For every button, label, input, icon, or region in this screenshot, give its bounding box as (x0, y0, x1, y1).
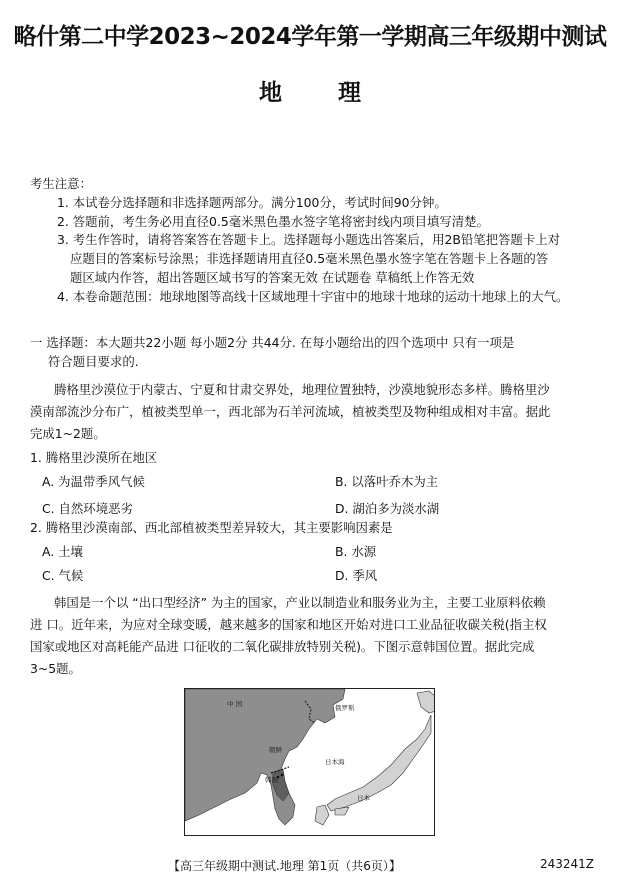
label-china: 中 国 (227, 700, 243, 708)
exam-title: 略什第二中学2023~2024学年第一学期高三年级期中测试 (13, 24, 607, 50)
question-1-option-b: B. 以落叶乔木为主 (335, 474, 439, 489)
footer-code: 243241Z (540, 857, 595, 871)
label-japan: 日本 (357, 794, 370, 802)
map-dot (281, 774, 284, 777)
question-1-option-d: D. 湖泊多为淡水湖 (335, 501, 440, 516)
question-2-option-c: C. 气候 (42, 568, 84, 583)
question-1-option-a: A. 为温带季风气候 (42, 474, 145, 489)
label-russia: 俄罗斯 (335, 704, 355, 712)
section-1-line-1: 一 选择题：本大题共22小题 每小题2分 共44分. 在每小题给出的四个选项中 只有一项是 (30, 335, 515, 350)
notice-item-3-cont-1: 应题目的答案标号涂黑；非选择题请用直径0.5毫米黑色墨水签字笔在答题卡上各题的答 (70, 251, 549, 266)
label-dprk: 朝鲜 (269, 746, 282, 754)
notice-item-1: 1. 本试卷分选择题和非选择题两部分。满分100分，考试时间90分钟。 (57, 195, 447, 210)
question-2-stem: 2. 腾格里沙漠南部、西北部植被类型差异较大，其主要影响因素是 (30, 520, 393, 535)
mainland-landmass (185, 689, 345, 825)
label-sea-of-japan: 日本海 (325, 758, 345, 766)
passage-2-line-1: 韩国是一个以 “出口型经济” 为主的国家，产业以制造业和服务业为主，主要工业原料依赖 (54, 595, 546, 610)
question-1-stem: 1. 腾格里沙漠所在地区 (30, 450, 158, 465)
question-2-option-b: B. 水源 (335, 544, 377, 559)
passage-2-line-2: 进 口。近年来，为应对全球变暖，越来越多的国家和地区开始对进口工业品征收碳关税(指主权 (30, 617, 547, 632)
subject-title (0, 74, 620, 107)
map-drawing (185, 689, 435, 836)
notice-item-4: 4. 本卷命题范围：地球地图等高线十区域地理十宇宙中的地球十地球的运动十地球上的大气。 (57, 289, 569, 304)
passage-1-line-2: 漠南部流沙分布广，植被类型单一，西北部为石羊河流域，植被类型及物种组成相对丰富。据此 (30, 404, 551, 419)
subject-char-2: 理 (338, 80, 361, 106)
section-1-line-2: 符合题目要求的. (48, 354, 139, 369)
question-1-option-c: C. 自然环境恶劣 (42, 501, 133, 516)
korea-location-map (184, 688, 435, 836)
passage-2-line-4: 3~5题。 (30, 661, 81, 676)
japan-kyushu (315, 805, 329, 825)
question-2-option-a: A. 土壤 (42, 544, 83, 559)
label-korea: 韩国 (265, 776, 278, 784)
notice-item-2: 2. 答题前，考生务必用直径0.5毫米黑色墨水签字笔将密封线内项目填写清楚。 (57, 214, 489, 229)
passage-1-line-1: 腾格里沙漠位于内蒙古、宁夏和甘肃交界处，地理位置独特，沙漠地貌形态多样。腾格里沙 (54, 382, 550, 397)
notice-heading: 考生注意： (30, 176, 92, 191)
notice-item-3: 3. 考生作答时，请将答案答在答题卡上。选择题每小题选出答案后，用2B铅笔把答题卡上对 (57, 232, 560, 247)
passage-1-line-3: 完成1~2题。 (30, 426, 106, 441)
question-2-option-d: D. 季风 (335, 568, 378, 583)
subject-char-1: 地 (259, 80, 282, 106)
notice-item-3-cont-2: 题区域内作答，超出答题区域书写的答案无效 在试题卷 草稿纸上作答无效 (70, 270, 475, 285)
footer-page-info: 【高三年级期中测试.地理 第1页（共6页）】 (168, 859, 401, 873)
passage-2-line-3: 国家或地区对高耗能产品进 口征收的二氧化碳排放特别关税)。下图示意韩国位置。据此完成 (30, 639, 535, 654)
japan-hokkaido (417, 691, 435, 713)
